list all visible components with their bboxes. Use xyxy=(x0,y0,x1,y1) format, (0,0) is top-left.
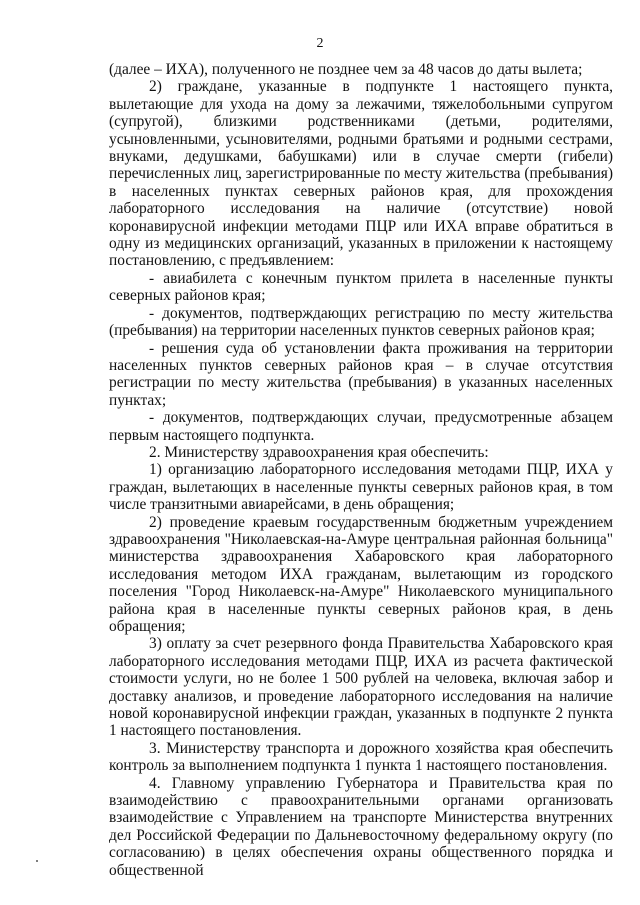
document-body xyxy=(109,61,613,879)
paragraph: - документов, подтверждающих случаи, предусмотренные абзацем первым настоящего подпункта. xyxy=(109,409,613,444)
paragraph: 2. Министерству здравоохранения края обеспечить: xyxy=(149,443,489,461)
paragraph: 2) граждане, указанные в подпункте 1 настоящего пункта, вылетающие для ухода на дому за лежачими, тяжелобольными супругом (супругой), близкими родственниками (детьми, родителями, усыновленными, усыновителями, родными братьями и родными сестрами, внуками, дедушками, бабушками) или в случае смерти (гибели) перечисленных лиц, зарегистрированные по месту жительства (пребывания) в населенных пунктах северных районов края, для прохождения лабораторного исследования на наличие (отсутствие) новой коронавирусной инфекции методами ПЦР или ИХА вправе обратиться в одну из медицинских организаций, указанных в приложении к настоящему постановлению, с предъявлением: xyxy=(109,78,613,270)
paragraph: 3. Министерству транспорта и дорожного хозяйства края обеспечить контроль за выполнением подпункта 1 пункта 1 настоящего постановления. xyxy=(109,739,613,775)
paragraph: 1) организацию лабораторного исследования методами ПЦР, ИХА у граждан, вылетающих в населенные пункты северных районов края, в том числе транзитными авиарейсами, в день обращения; xyxy=(109,461,613,514)
paragraph: 4. Главному управлению Губернатора и Правительства края по взаимодействию с правоохранительными органами организовать взаимодействие с Управлением на транспорте Министерства внутренних дел Российской Федерации по Дальневосточному федеральному округу (по согласованию) в целях обеспечения охраны общественного порядка и общественной xyxy=(109,774,613,879)
paragraph: - авиабилета с конечным пунктом прилета в населенные пункты северных районов края; xyxy=(109,269,613,305)
paragraph: - решения суда об установлении факта проживания на территории населенных пунктов северных районов края – в случае отсутствия регистрации по месту жительства (пребывания) в указанных населенных пунктах; xyxy=(109,339,613,409)
scan-speck xyxy=(36,860,38,862)
paragraph: 3) оплату за счет резервного фонда Правительства Хабаровского края лабораторного исследования методами ПЦР, ИХА из расчета фактической стоимости услуги, но не более 1 500 рублей на человека, включая забор и доставку анализов, и проведение лабораторного исследования на наличие новой коронавирусной инфекции граждан, указанных в подпункте 2 пункта 1 настоящего постановления. xyxy=(109,635,613,740)
paragraph: 2) проведение краевым государственным бюджетным учреждением здравоохранения "Николаевская-на-Амуре центральная районная больница" министерства здравоохранения Хабаровского края лабораторного исследования методом ИХА гражданам, вылетающим из городского поселения "Город Николаевск-на-Амуре" Николаевского муниципального района края в населенные пункты северных районов края, в день обращения; xyxy=(109,513,613,635)
page-number: 2 xyxy=(316,36,324,51)
paragraph: (далее – ИХА), полученного не позднее чем за 48 часов до даты вылета; xyxy=(109,61,583,78)
paragraph: - документов, подтверждающих регистрацию по месту жительства (пребывания) на территории населенных пунктов северных районов края; xyxy=(109,304,613,340)
